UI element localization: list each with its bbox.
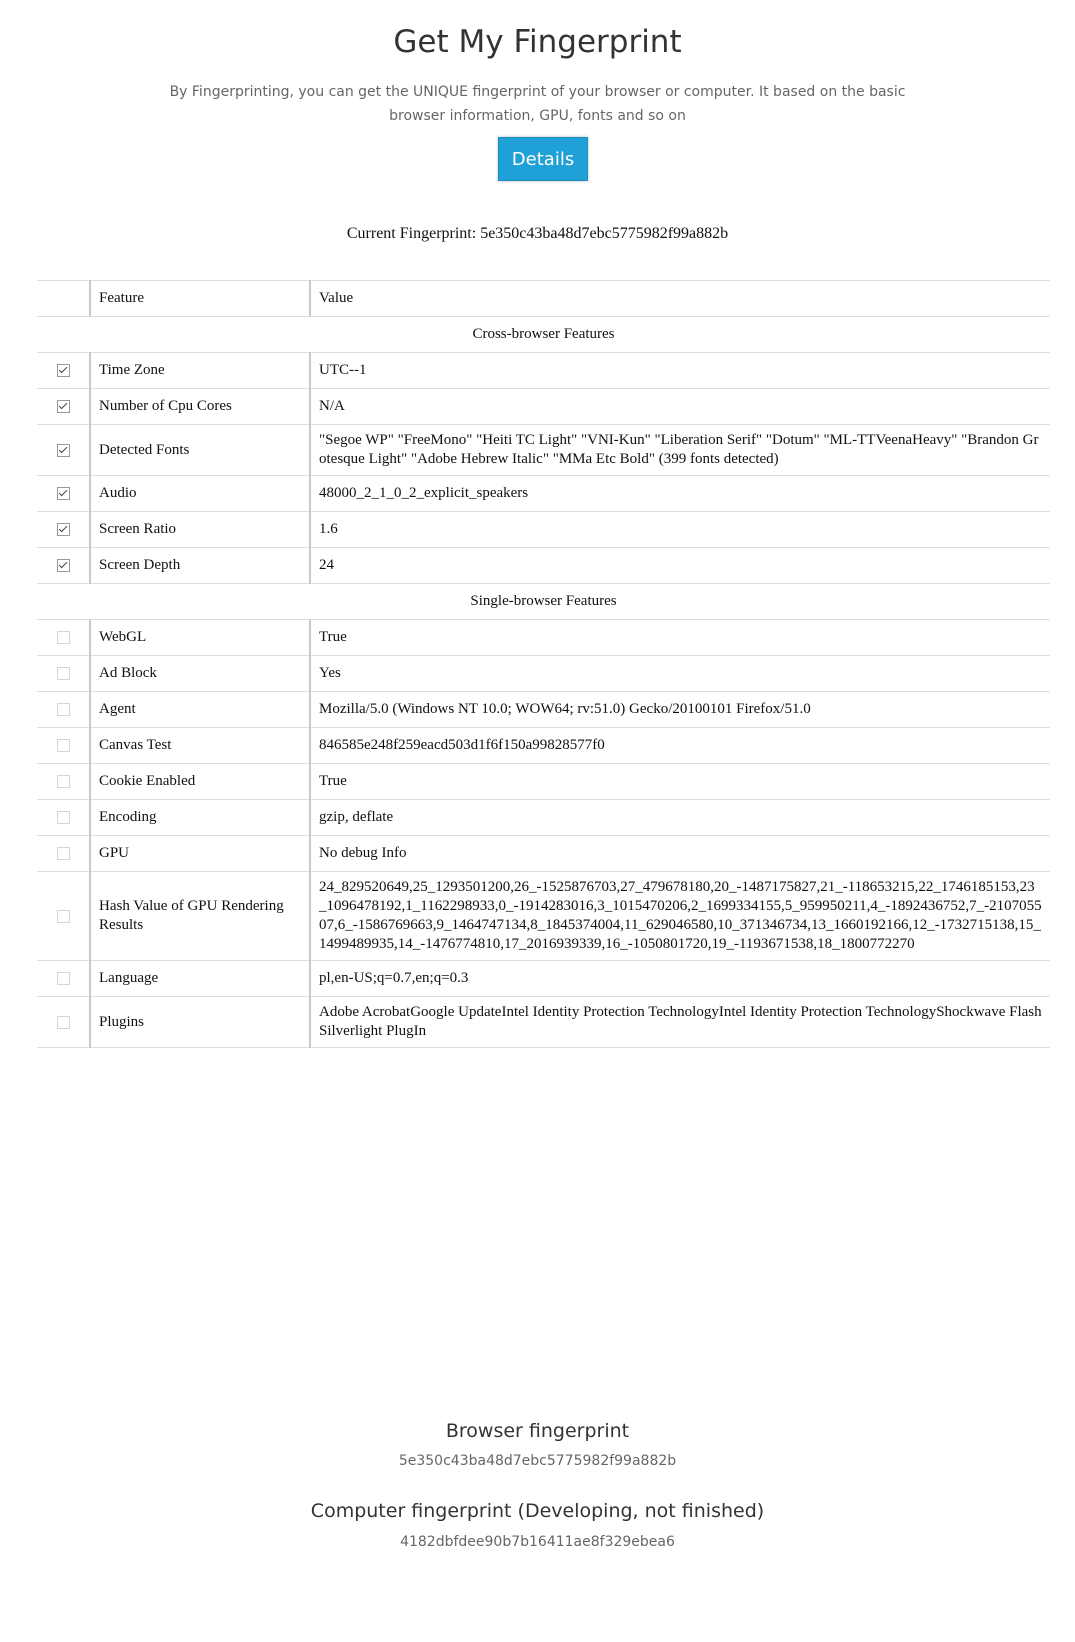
unchecked-checkbox[interactable] bbox=[57, 739, 70, 752]
unchecked-checkbox[interactable] bbox=[57, 703, 70, 716]
unchecked-checkbox[interactable] bbox=[57, 667, 70, 680]
feature-value: 1.6 bbox=[310, 512, 1050, 548]
table-header-row bbox=[37, 281, 1050, 317]
checked-checkbox[interactable] bbox=[57, 400, 70, 413]
feature-name: Ad Block bbox=[90, 656, 310, 692]
table-row bbox=[37, 656, 1050, 692]
feature-value: No debug Info bbox=[310, 836, 1050, 872]
feature-name: Canvas Test bbox=[90, 728, 310, 764]
table-row bbox=[37, 353, 1050, 389]
feature-name: Number of Cpu Cores bbox=[90, 389, 310, 425]
table-row bbox=[37, 620, 1050, 656]
table-body bbox=[37, 317, 1050, 1048]
feature-name: GPU bbox=[90, 836, 310, 872]
section-row bbox=[37, 317, 1050, 353]
checked-checkbox[interactable] bbox=[57, 523, 70, 536]
checkbox-cell bbox=[37, 353, 90, 389]
checkbox-cell bbox=[37, 872, 90, 961]
browser-fingerprint-hash: 5e350c43ba48d7ebc5775982f99a882b bbox=[398, 1453, 677, 1469]
feature-value: True bbox=[310, 620, 1050, 656]
checkbox-cell bbox=[37, 997, 90, 1048]
table-row bbox=[37, 425, 1050, 476]
feature-table bbox=[37, 280, 1050, 1048]
feature-value: 846585e248f259eacd503d1f6f150a99828577f0 bbox=[310, 728, 1050, 764]
unchecked-checkbox[interactable] bbox=[57, 972, 70, 985]
unchecked-checkbox[interactable] bbox=[57, 775, 70, 788]
feature-name: Detected Fonts bbox=[90, 425, 310, 476]
feature-value: 24 bbox=[310, 548, 1050, 584]
checkbox-cell bbox=[37, 728, 90, 764]
unchecked-checkbox[interactable] bbox=[57, 1016, 70, 1029]
checkbox-cell bbox=[37, 961, 90, 997]
unchecked-checkbox[interactable] bbox=[57, 811, 70, 824]
table-row bbox=[37, 872, 1050, 961]
checkbox-cell bbox=[37, 476, 90, 512]
details-button[interactable]: Details bbox=[498, 137, 588, 181]
feature-name: Cookie Enabled bbox=[90, 764, 310, 800]
feature-name: Screen Depth bbox=[90, 548, 310, 584]
checkbox-cell bbox=[37, 548, 90, 584]
table-row bbox=[37, 836, 1050, 872]
computer-fingerprint-title: Computer fingerprint (Developing, not finished) bbox=[310, 1500, 765, 1522]
table-row bbox=[37, 548, 1050, 584]
feature-value: 48000_2_1_0_2_explicit_speakers bbox=[310, 476, 1050, 512]
checkbox-cell bbox=[37, 425, 90, 476]
section-row bbox=[37, 584, 1050, 620]
feature-name: Audio bbox=[90, 476, 310, 512]
feature-name: Screen Ratio bbox=[90, 512, 310, 548]
feature-name: Hash Value of GPU Rendering Results bbox=[90, 872, 310, 961]
section-title: Single-browser Features bbox=[37, 584, 1050, 620]
feature-value: UTC--1 bbox=[310, 353, 1050, 389]
unchecked-checkbox[interactable] bbox=[57, 910, 70, 923]
checked-checkbox[interactable] bbox=[57, 487, 70, 500]
computer-fingerprint-hash: 4182dbfdee90b7b16411ae8f329ebea6 bbox=[400, 1534, 675, 1550]
feature-name: Encoding bbox=[90, 800, 310, 836]
checked-checkbox[interactable] bbox=[57, 444, 70, 457]
checkbox-cell bbox=[37, 389, 90, 425]
feature-value: "Segoe WP" "FreeMono" "Heiti TC Light" "VNI-Kun" "Liberation Serif" "Dotum" "ML-TTVeenaHeavy" "Brandon Grotesque Light" "Adobe Hebrew Italic" "MMa Etc Bold" (399 fonts detected) bbox=[310, 425, 1050, 476]
page-title: Get My Fingerprint bbox=[393, 24, 682, 60]
feature-name: WebGL bbox=[90, 620, 310, 656]
current-fingerprint: Current Fingerprint: 5e350c43ba48d7ebc5775982f99a882b bbox=[346, 225, 729, 242]
unchecked-checkbox[interactable] bbox=[57, 631, 70, 644]
checkbox-cell bbox=[37, 656, 90, 692]
unchecked-checkbox[interactable] bbox=[57, 847, 70, 860]
table-row bbox=[37, 961, 1050, 997]
feature-value: 24_829520649,25_1293501200,26_-1525876703,27_479678180,20_-1487175827,21_-118653215,22_1746185153,23_1096478192,1_1162298933,0_-1914283016,3_1015470206,2_1699334155,5_959950211,4_-1892436752,7_-210705507,6_-1586769663,9_1464747134,8_1845374004,11_629046580,10_371346734,13_1660192166,12_-1732715138,15_1499489935,14_-1476774810,17_2016939339,16_-1050801720,19_-1193671538,18_1800772270 bbox=[310, 872, 1050, 961]
value-column-header: Value bbox=[310, 281, 1050, 317]
section-title: Cross-browser Features bbox=[37, 317, 1050, 353]
table-row bbox=[37, 692, 1050, 728]
feature-value: gzip, deflate bbox=[310, 800, 1050, 836]
feature-value: Mozilla/5.0 (Windows NT 10.0; WOW64; rv:51.0) Gecko/20100101 Firefox/51.0 bbox=[310, 692, 1050, 728]
feature-name: Plugins bbox=[90, 997, 310, 1048]
checkbox-cell bbox=[37, 692, 90, 728]
feature-name: Language bbox=[90, 961, 310, 997]
checkbox-column-header bbox=[37, 281, 90, 317]
checkbox-cell bbox=[37, 620, 90, 656]
table-row bbox=[37, 512, 1050, 548]
table-row bbox=[37, 389, 1050, 425]
feature-name: Time Zone bbox=[90, 353, 310, 389]
feature-value: pl,en-US;q=0.7,en;q=0.3 bbox=[310, 961, 1050, 997]
browser-fingerprint-title: Browser fingerprint bbox=[445, 1420, 630, 1442]
table-row bbox=[37, 476, 1050, 512]
checkbox-cell bbox=[37, 512, 90, 548]
checkbox-cell bbox=[37, 836, 90, 872]
feature-value: True bbox=[310, 764, 1050, 800]
table-row bbox=[37, 728, 1050, 764]
feature-value: Yes bbox=[310, 656, 1050, 692]
checkbox-cell bbox=[37, 764, 90, 800]
table-row bbox=[37, 800, 1050, 836]
checked-checkbox[interactable] bbox=[57, 559, 70, 572]
feature-value: Adobe AcrobatGoogle UpdateIntel Identity Protection TechnologyIntel Identity Protection TechnologyShockwave FlashSilverlight PlugIn bbox=[310, 997, 1050, 1048]
table-row bbox=[37, 764, 1050, 800]
feature-name: Agent bbox=[90, 692, 310, 728]
intro-text: By Fingerprinting, you can get the UNIQUE fingerprint of your browser or computer. It based on the basic browser information, GPU, fonts and so on bbox=[169, 84, 906, 124]
feature-column-header: Feature bbox=[90, 281, 310, 317]
checked-checkbox[interactable] bbox=[57, 364, 70, 377]
table-row bbox=[37, 997, 1050, 1048]
feature-value: N/A bbox=[310, 389, 1050, 425]
checkbox-cell bbox=[37, 800, 90, 836]
